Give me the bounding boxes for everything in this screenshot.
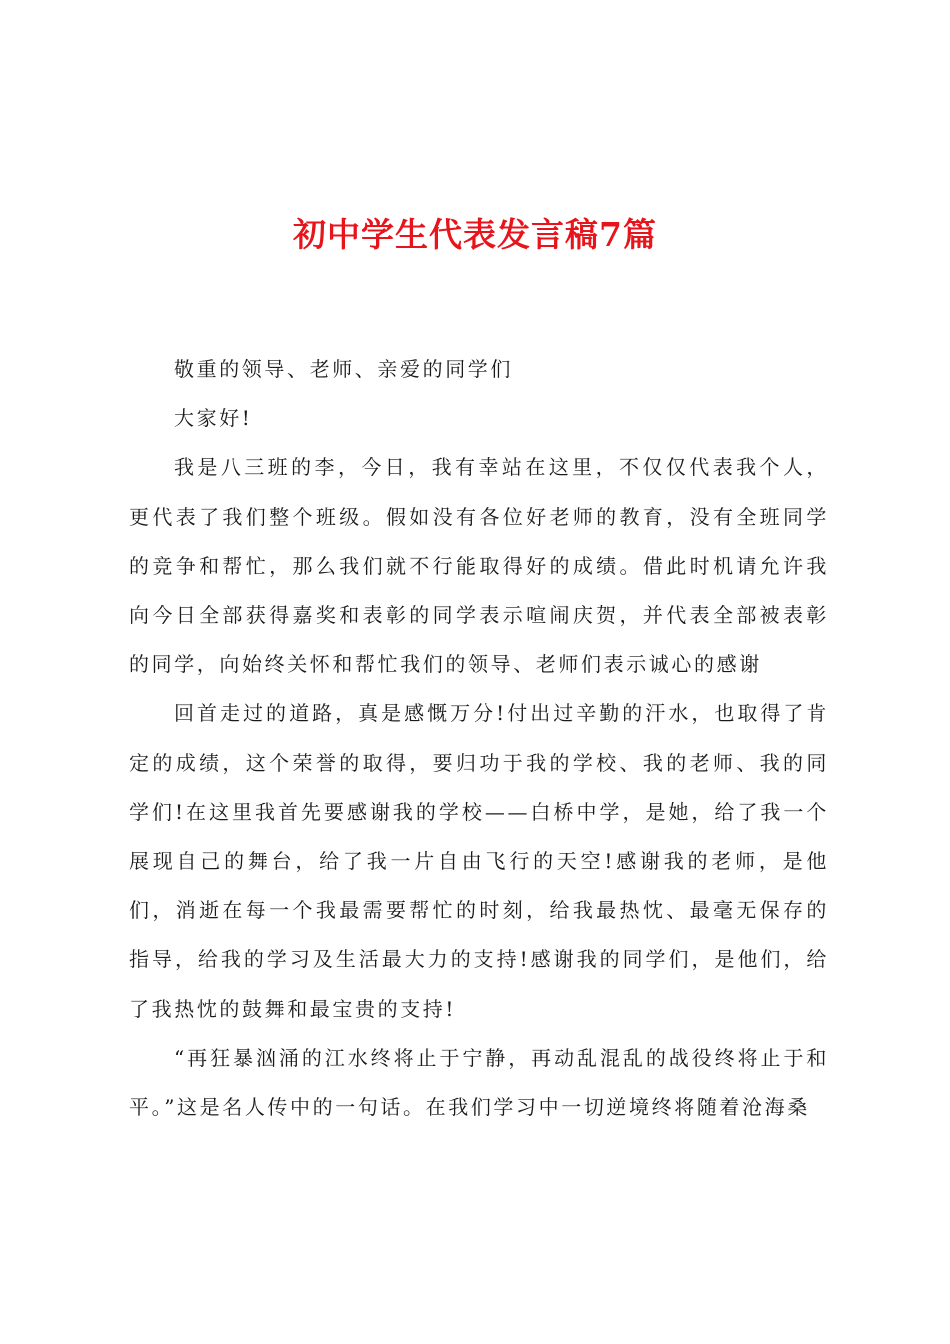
paragraph-quote: “再狂暴汹涌的江水终将止于宁静，再动乱混乱的战役终将止于和平。”这是名人传中的一句话。在我们学习中一切逆境终将随着沧海桑	[129, 1045, 829, 1120]
document-title: 初中学生代表发言稿7篇	[293, 215, 657, 254]
paragraph-greeting: 大家好!	[174, 406, 253, 431]
document-body	[129, 345, 829, 1132]
paragraph-salutation: 敬重的领导、老师、亲爱的同学们	[174, 357, 513, 381]
paragraph-introduction: 我是八三班的李，今日，我有幸站在这里，不仅仅代表我个人，更代表了我们整个班级。假如没有各位好老师的教育，没有全班同学的竞争和帮忙，那么我们就不行能取得好的成绩。借此时机请允许我向今日全部获得嘉奖和表彰的同学表示喧闹庆贺，并代表全部被表彰的同学，向始终关怀和帮忙我们的领导、老师们表示诚心的感谢	[129, 455, 829, 677]
paragraph-gratitude: 回首走过的道路，真是感慨万分!付出过辛勤的汗水，也取得了肯定的成绩，这个荣誉的取得，要归功于我的学校、我的老师、我的同学们!在这里我首先要感谢我的学校——白桥中学，是她，给了我一个展现自己的舞台，给了我一片自由飞行的天空!感谢我的老师，是他们，消逝在每一个我最需要帮忙的时刻，给我最热忱、最毫无保存的指导，给我的学习及生活最大力的支持!感谢我的同学们，是他们，给了我热忱的鼓舞和最宝贵的支持!	[129, 701, 829, 1021]
